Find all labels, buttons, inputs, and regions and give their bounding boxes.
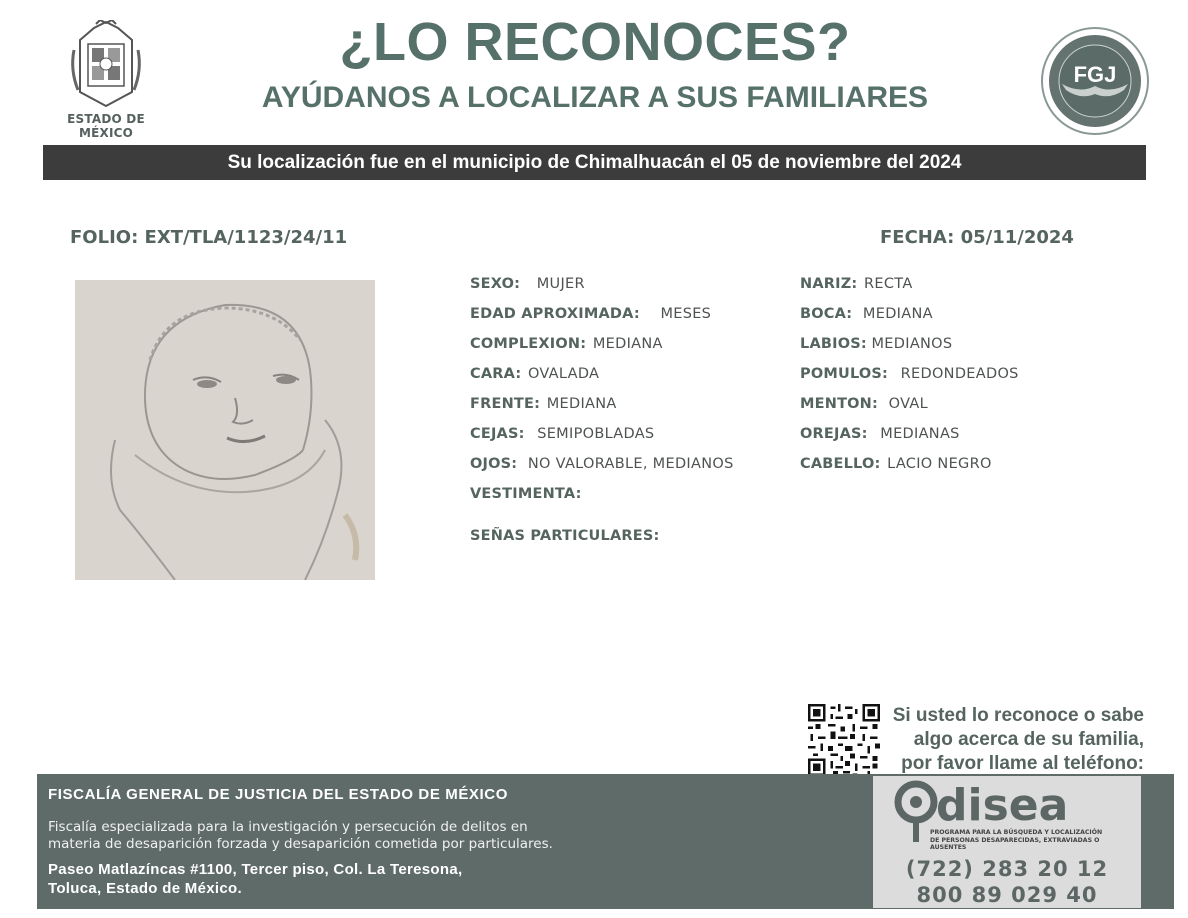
- detail-label: CEJAS:: [470, 426, 525, 442]
- footer-addr-line-1: Paseo Matlazíncas #1100, Tercer piso, Col. La Teresona,: [48, 861, 463, 878]
- footer-description: [48, 819, 648, 853]
- portrait-sketch: [75, 280, 375, 580]
- detail-cejas: [470, 426, 654, 442]
- detail-nariz: [800, 276, 913, 292]
- detail-value: NO VALORABLE, MEDIANOS: [527, 456, 734, 472]
- contact-line-1: Si usted lo reconoce o sabe: [892, 705, 1144, 726]
- contact-line-2: algo acerca de su familia,: [913, 729, 1144, 750]
- footer-desc-line-2: materia de desaparición forzada y desaparición cometida por particulares.: [48, 836, 553, 852]
- detail-label: BOCA:: [800, 306, 853, 322]
- detail-value: MUJER: [536, 276, 585, 292]
- record-date: FECHA: 05/11/2024: [880, 227, 1074, 248]
- detail-orejas: [800, 426, 960, 442]
- estado-de-mexico-seal: [64, 20, 148, 110]
- detail-ojos: [470, 456, 734, 472]
- headline: ¿LO RECONOCES?: [339, 12, 851, 72]
- detail-menton: [800, 396, 928, 412]
- state-label: ESTADO DE MÉXICO: [67, 112, 145, 140]
- location-banner: Su localización fue en el municipio de Chimalhuacán el 05 de noviembre del 2024: [43, 145, 1146, 180]
- contact-line-3: por favor llame al teléfono:: [901, 753, 1144, 774]
- detail-complexion: [470, 336, 663, 352]
- detail-value: MEDIANA: [592, 336, 663, 352]
- detail-value: MESES: [660, 306, 712, 322]
- detail-labios: [800, 336, 952, 352]
- detail-label: SEXO:: [470, 276, 521, 292]
- detail-label: VESTIMENTA:: [470, 486, 582, 502]
- detail-label: OJOS:: [470, 456, 518, 472]
- detail-label: SEÑAS PARTICULARES:: [470, 528, 660, 544]
- fgj-logo: [1040, 26, 1150, 136]
- footer-title: FISCALÍA GENERAL DE JUSTICIA DEL ESTADO DE MÉXICO: [48, 786, 508, 803]
- detail-senas: [470, 528, 666, 544]
- detail-label: CABELLO:: [800, 456, 881, 472]
- detail-sexo: [470, 276, 585, 292]
- detail-pomulos: [800, 366, 1019, 382]
- footer-addr-line-2: Toluca, Estado de México.: [48, 880, 242, 897]
- footer-address: [48, 860, 648, 898]
- detail-label: CARA:: [470, 366, 522, 382]
- odisea-caption: PROGRAMA PARA LA BÚSQUEDA Y LOCALIZACIÓN DE PERSONAS DESAPARECIDAS, EXTRAVIADAS O AUSENTES: [930, 829, 1103, 851]
- detail-label: FRENTE:: [470, 396, 541, 412]
- detail-value: MEDIANAS: [880, 426, 960, 442]
- detail-edad: [470, 306, 711, 322]
- detail-value: REDONDEADOS: [900, 366, 1019, 382]
- detail-value: LACIO NEGRO: [887, 456, 992, 472]
- detail-label: COMPLEXION:: [470, 336, 587, 352]
- detail-frente: [470, 396, 617, 412]
- phone-number-local[interactable]: (722) 283 20 12: [905, 857, 1109, 881]
- detail-value: MEDIANA: [862, 306, 933, 322]
- detail-cara: [470, 366, 599, 382]
- detail-label: EDAD APROXIMADA:: [470, 306, 640, 322]
- odisea-brand: disea: [936, 780, 1069, 831]
- detail-vestimenta: [470, 486, 588, 502]
- detail-value: MEDIANA: [546, 396, 617, 412]
- detail-value: MEDIANOS: [871, 336, 953, 352]
- qr-code[interactable]: [808, 704, 880, 776]
- detail-label: OREJAS:: [800, 426, 868, 442]
- contact-message: [884, 704, 1144, 776]
- detail-value: SEMIPOBLADAS: [537, 426, 655, 442]
- detail-label: NARIZ:: [800, 276, 858, 292]
- detail-boca: [800, 306, 933, 322]
- detail-label: MENTON:: [800, 396, 879, 412]
- subheadline: AYÚDANOS A LOCALIZAR A SUS FAMILIARES: [261, 81, 929, 114]
- fgj-text: FGJ: [1073, 62, 1117, 87]
- detail-cabello: [800, 456, 992, 472]
- footer-desc-line-1: Fiscalía especializada para la investigación y persecución de delitos en: [48, 819, 528, 835]
- detail-label: LABIOS:: [800, 336, 867, 352]
- detail-value: OVAL: [888, 396, 928, 412]
- detail-value: OVALADA: [527, 366, 600, 382]
- detail-label: POMULOS:: [800, 366, 889, 382]
- phone-number-tollfree[interactable]: 800 89 029 40: [916, 883, 1098, 907]
- detail-value: RECTA: [864, 276, 913, 292]
- folio-number: FOLIO: EXT/TLA/1123/24/11: [70, 227, 348, 248]
